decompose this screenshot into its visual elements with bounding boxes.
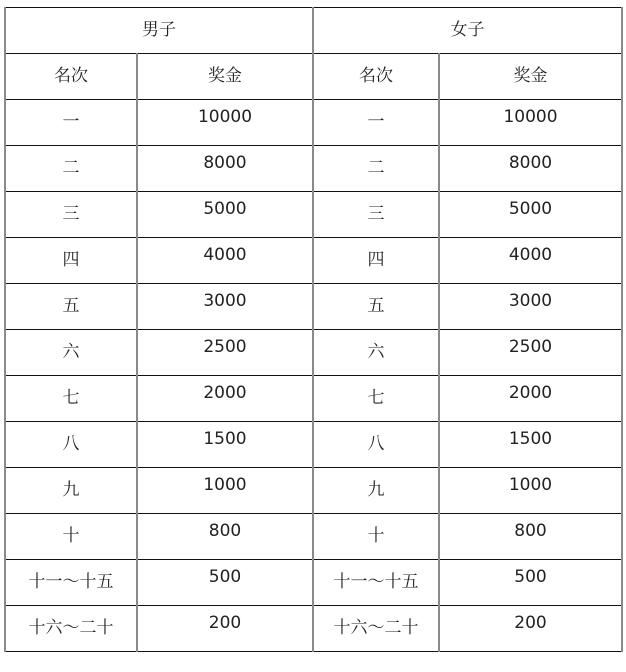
table-row bbox=[5, 514, 622, 560]
men-rank-cell: 六 bbox=[5, 330, 137, 376]
table-row bbox=[5, 606, 622, 652]
table-row bbox=[5, 238, 622, 284]
women-rank-cell: 五 bbox=[313, 284, 439, 330]
women-rank-cell: 八 bbox=[313, 422, 439, 468]
men-rank-cell: 三 bbox=[5, 192, 137, 238]
women-prize-cell: 3000 bbox=[439, 284, 622, 330]
women-rank-cell: 九 bbox=[313, 468, 439, 514]
women-prize-cell: 10000 bbox=[439, 100, 622, 146]
women-rank-cell: 四 bbox=[313, 238, 439, 284]
men-prize-cell: 1000 bbox=[137, 468, 313, 514]
table-row bbox=[5, 146, 622, 192]
women-rank-cell: 十六～二十 bbox=[313, 606, 439, 652]
women-rank-cell: 二 bbox=[313, 146, 439, 192]
men-prize-header: 奖金 bbox=[137, 54, 313, 100]
men-rank-cell: 一 bbox=[5, 100, 137, 146]
table-row bbox=[5, 422, 622, 468]
table-row bbox=[5, 560, 622, 606]
table-row bbox=[5, 284, 622, 330]
men-rank-cell: 十一～十五 bbox=[5, 560, 137, 606]
men-rank-cell: 九 bbox=[5, 468, 137, 514]
men-rank-cell: 四 bbox=[5, 238, 137, 284]
women-prize-cell: 4000 bbox=[439, 238, 622, 284]
column-header-row bbox=[5, 54, 622, 100]
men-rank-cell: 七 bbox=[5, 376, 137, 422]
table-row bbox=[5, 330, 622, 376]
men-rank-cell: 五 bbox=[5, 284, 137, 330]
women-prize-cell: 5000 bbox=[439, 192, 622, 238]
women-prize-cell: 8000 bbox=[439, 146, 622, 192]
men-prize-cell: 200 bbox=[137, 606, 313, 652]
men-rank-cell: 十六～二十 bbox=[5, 606, 137, 652]
men-rank-cell: 八 bbox=[5, 422, 137, 468]
table-row bbox=[5, 100, 622, 146]
women-rank-cell: 七 bbox=[313, 376, 439, 422]
table-row bbox=[5, 376, 622, 422]
women-rank-cell: 三 bbox=[313, 192, 439, 238]
women-prize-header: 奖金 bbox=[439, 54, 622, 100]
group-header-women: 女子 bbox=[313, 8, 622, 54]
men-rank-cell: 十 bbox=[5, 514, 137, 560]
women-prize-cell: 200 bbox=[439, 606, 622, 652]
women-prize-cell: 800 bbox=[439, 514, 622, 560]
women-rank-cell: 一 bbox=[313, 100, 439, 146]
men-prize-cell: 3000 bbox=[137, 284, 313, 330]
group-header-men: 男子 bbox=[5, 8, 313, 54]
men-rank-header: 名次 bbox=[5, 54, 137, 100]
table-row bbox=[5, 192, 622, 238]
men-prize-cell: 4000 bbox=[137, 238, 313, 284]
women-rank-cell: 六 bbox=[313, 330, 439, 376]
women-rank-cell: 十一～十五 bbox=[313, 560, 439, 606]
men-prize-cell: 5000 bbox=[137, 192, 313, 238]
table-row bbox=[5, 468, 622, 514]
women-rank-cell: 十 bbox=[313, 514, 439, 560]
women-prize-cell: 2500 bbox=[439, 330, 622, 376]
men-rank-cell: 二 bbox=[5, 146, 137, 192]
men-prize-cell: 2000 bbox=[137, 376, 313, 422]
women-prize-cell: 1500 bbox=[439, 422, 622, 468]
women-prize-cell: 500 bbox=[439, 560, 622, 606]
men-prize-cell: 500 bbox=[137, 560, 313, 606]
men-prize-cell: 1500 bbox=[137, 422, 313, 468]
prize-table bbox=[4, 7, 623, 652]
women-rank-header: 名次 bbox=[313, 54, 439, 100]
women-prize-cell: 2000 bbox=[439, 376, 622, 422]
men-prize-cell: 800 bbox=[137, 514, 313, 560]
women-prize-cell: 1000 bbox=[439, 468, 622, 514]
men-prize-cell: 10000 bbox=[137, 100, 313, 146]
men-prize-cell: 2500 bbox=[137, 330, 313, 376]
group-header-row bbox=[5, 8, 622, 54]
men-prize-cell: 8000 bbox=[137, 146, 313, 192]
